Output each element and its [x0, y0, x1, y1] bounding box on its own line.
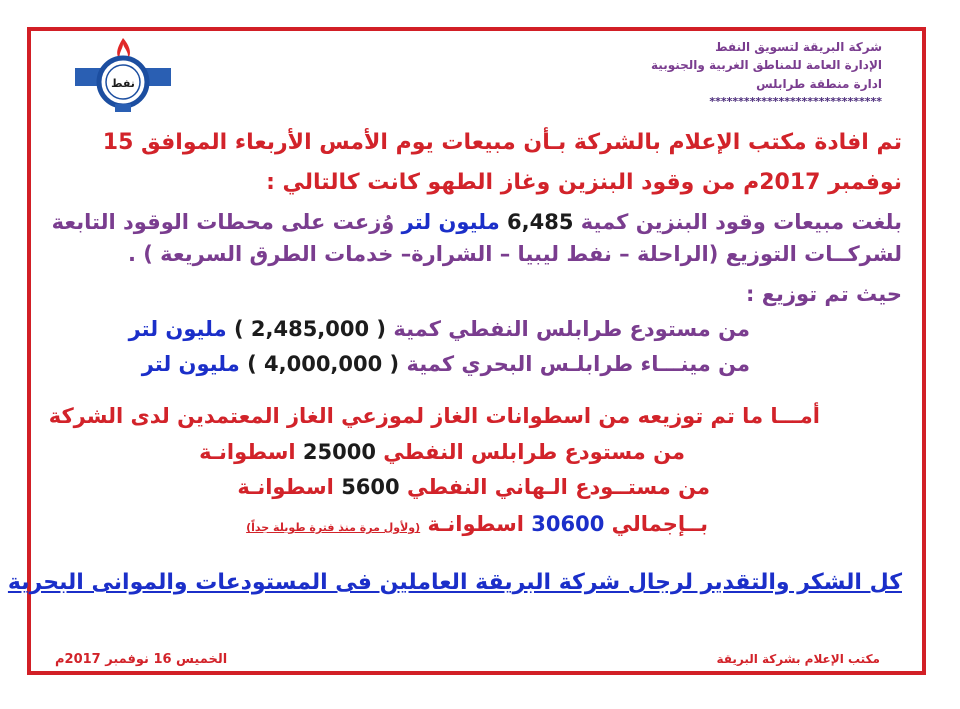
gas-total-label: بــإجمالي: [611, 512, 708, 536]
distribution-text: من مينـــاء طرابلـس البحري كمية: [406, 352, 750, 376]
distribution-text: من مستودع طرابلس النفطي كمية: [393, 317, 750, 341]
logo-text: نفط: [111, 77, 135, 90]
distribution-row: [142, 352, 750, 376]
gasoline-line-3: حيث تم توزيع :: [746, 282, 902, 306]
gas-row-amount: 5600: [341, 475, 400, 499]
gas-total-amount: 30600: [531, 512, 605, 536]
distribution-amount: ( 2,485,000 ): [233, 317, 387, 341]
gas-row-unit: اسطوانـة: [237, 475, 334, 499]
footer-date: الخميس 16 نوفمبر 2017م: [55, 652, 228, 667]
gas-row-text: من مستــودع الـهاني النفطي: [406, 475, 710, 499]
distribution-amount: ( 4,000,000 ): [247, 352, 400, 376]
distribution-unit: مليون لتر: [128, 317, 227, 341]
intro-line-2: نوفمبر 2017م من وقود البنزين وغاز الطهو كانت كالتالي :: [266, 170, 902, 195]
distribution-row: [129, 317, 750, 341]
gasoline-line-1: [52, 210, 902, 234]
gasoline-prefix: بلغت مبيعات وقود البنزين كمية: [580, 210, 902, 234]
gasoline-suffix: وُزعت على محطات الوقود التابعة: [51, 210, 395, 234]
gasoline-amount: 6,485: [507, 210, 574, 234]
gas-total-unit: اسطوانـة: [427, 512, 524, 536]
gas-row: [199, 440, 685, 464]
gas-row: [237, 475, 710, 499]
gasoline-line-2: لشركــات التوزيع (الراحلة – نفط ليبيا – الشرارة– خدمات الطرق السريعة ) .: [127, 242, 902, 266]
header-company: شركة البريقة لتسويق النفط: [715, 40, 882, 54]
gas-total-note: (ولأول مرة منذ فترة طويلة جداً): [246, 521, 421, 534]
header-region: ادارة منطقة طرابلس: [756, 77, 882, 91]
intro-line-1: تم افادة مكتب الإعلام بالشركة بـأن مبيعات يوم الأمس الأربعاء الموافق 15: [102, 130, 902, 155]
footer-office: مكتب الإعلام بشركة البريقة: [716, 652, 880, 666]
oil-flame-logo-icon: [73, 36, 173, 112]
distribution-unit: مليون لتر: [141, 352, 240, 376]
header-stars: ******************************: [709, 95, 882, 108]
gas-row-text: من مستودع طرابلس النفطي: [383, 440, 685, 464]
header-department: الإدارة العامة للمناطق الغربية والجنوبية: [651, 58, 882, 72]
thanks-line: كل الشكر والتقدير لرجال شركة البريقة العاملين فى المستودعات والموانى البحرية: [7, 570, 902, 595]
gas-total-row: [246, 512, 708, 536]
gas-row-unit: اسطوانـة: [199, 440, 296, 464]
gasoline-unit: مليون لتر: [401, 210, 500, 234]
gas-intro: أمـــا ما تم توزيعه من اسطوانات الغاز لموزعي الغاز المعتمدين لدى الشركة: [48, 404, 820, 428]
gas-row-amount: 25000: [302, 440, 376, 464]
